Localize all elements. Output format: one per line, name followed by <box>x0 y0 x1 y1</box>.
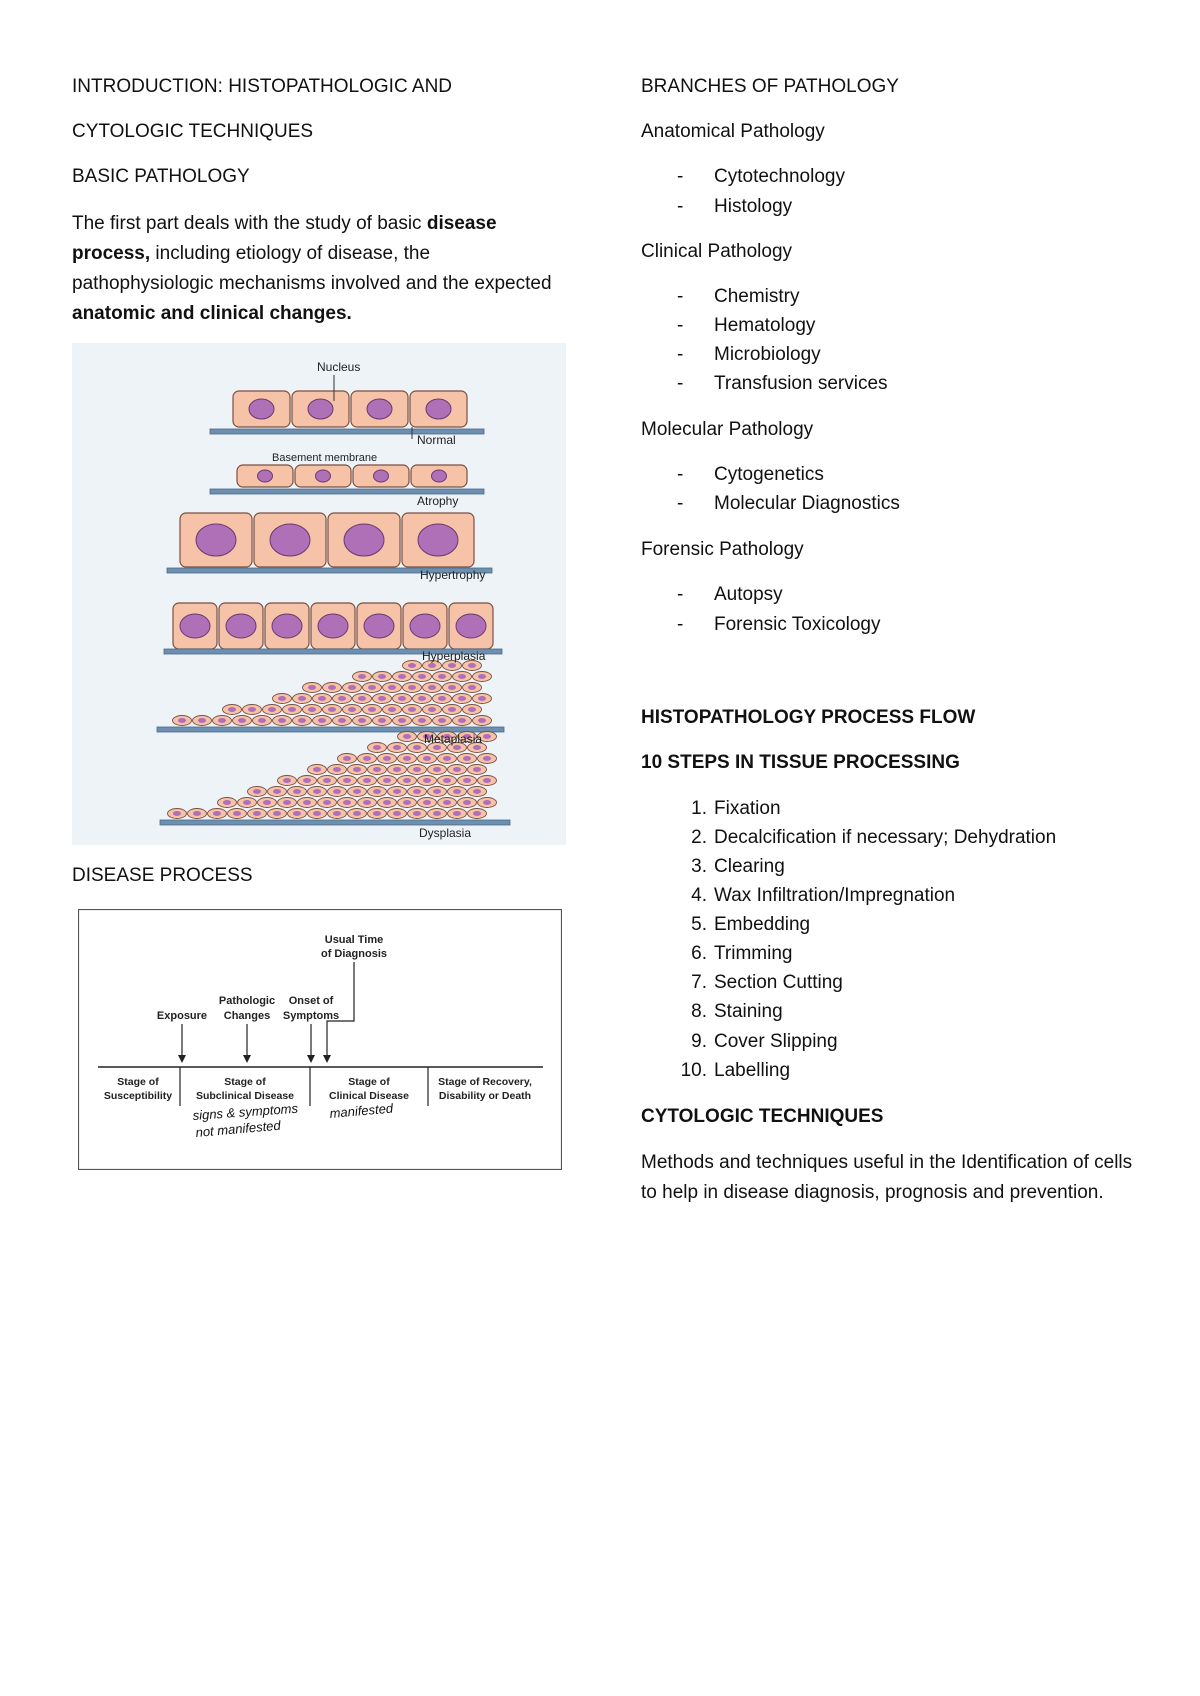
nucleus <box>368 707 376 712</box>
nucleus <box>418 718 426 723</box>
nucleus <box>423 756 431 761</box>
nucleus <box>433 811 441 816</box>
process-flow-heading: HISTOPATHOLOGY PROCESS FLOW <box>641 707 976 728</box>
intro-text-2: including etiology of disease, the pathophysiologic mechanisms involved and the expected <box>72 243 552 294</box>
nucleus <box>448 663 456 668</box>
nucleus <box>298 718 306 723</box>
nucleus <box>373 745 381 750</box>
nucleus <box>303 800 311 805</box>
step-text: Clearing <box>714 856 785 877</box>
nucleus <box>478 674 486 679</box>
nucleus <box>333 789 341 794</box>
bullet-dash: - <box>677 584 684 605</box>
nucleus <box>398 696 406 701</box>
nucleus <box>303 778 311 783</box>
bullet-dash: - <box>677 493 684 514</box>
nucleus <box>403 800 411 805</box>
disease-process-figure <box>78 909 562 1170</box>
nucleus <box>278 696 286 701</box>
label-metaplasia: Metaplasia <box>424 732 483 746</box>
label-normal: Normal <box>417 433 456 447</box>
cell-adaptation-figure <box>72 343 566 845</box>
nucleus <box>353 767 361 772</box>
list-item: Molecular Diagnostics <box>714 493 900 514</box>
nucleus <box>438 718 446 723</box>
step-text: Trimming <box>714 943 793 964</box>
bullet-dash: - <box>677 344 684 365</box>
nucleus <box>403 778 411 783</box>
list-item: Cytogenetics <box>714 464 824 485</box>
nucleus <box>408 707 416 712</box>
nucleus <box>308 707 316 712</box>
nucleus <box>428 663 436 668</box>
nucleus <box>358 718 366 723</box>
nucleus <box>418 674 426 679</box>
nucleus <box>343 756 351 761</box>
group-molecular: Molecular Pathology <box>641 419 814 440</box>
nucleus <box>428 707 436 712</box>
step-number: 1. <box>691 798 707 819</box>
nucleus <box>218 718 226 723</box>
step-text: Fixation <box>714 798 781 819</box>
nucleus <box>383 756 391 761</box>
nucleus <box>228 707 236 712</box>
stage-clinical-2: Clinical Disease <box>329 1090 409 1102</box>
nucleus <box>478 696 486 701</box>
branches-heading: BRANCHES OF PATHOLOGY <box>641 76 899 97</box>
nucleus <box>373 789 381 794</box>
usual-time-label: Usual Time <box>324 934 384 946</box>
nucleus <box>298 696 306 701</box>
nucleus <box>373 811 381 816</box>
nucleus <box>293 789 301 794</box>
nucleus <box>353 811 361 816</box>
group-anatomical: Anatomical Pathology <box>641 121 825 142</box>
nucleus <box>213 811 221 816</box>
step-number: 5. <box>691 914 707 935</box>
label-hypertrophy: Hypertrophy <box>420 568 486 582</box>
nucleus <box>413 811 421 816</box>
nucleus <box>278 718 286 723</box>
nucleus <box>374 470 389 482</box>
label-nucleus: Nucleus <box>317 360 361 374</box>
nucleus <box>403 756 411 761</box>
nucleus <box>378 718 386 723</box>
stage-susceptibility: Stage of <box>117 1076 159 1088</box>
nucleus <box>413 767 421 772</box>
step-text: Wax Infiltration/Impregnation <box>714 885 956 906</box>
step-number: 9. <box>691 1031 707 1052</box>
bullet-dash: - <box>677 166 684 187</box>
nucleus <box>358 696 366 701</box>
intro-bold-1: disease process, <box>72 213 497 264</box>
label-hyperplasia: Hyperplasia <box>422 649 486 663</box>
nucleus <box>178 718 186 723</box>
nucleus <box>463 778 471 783</box>
step-number: 6. <box>691 943 707 964</box>
bullet-dash: - <box>677 614 684 635</box>
list-item: Autopsy <box>714 584 783 605</box>
doc-title-line-1: INTRODUCTION: HISTOPATHOLOGIC AND <box>72 76 453 97</box>
nucleus <box>473 767 481 772</box>
step-number: 4. <box>691 885 707 906</box>
handwritten-note-1: signs & symptoms <box>192 1100 299 1123</box>
label-basement-membrane: Basement membrane <box>272 452 378 464</box>
list-item: Transfusion services <box>714 373 888 394</box>
nucleus <box>318 718 326 723</box>
nucleus <box>343 778 351 783</box>
group-forensic: Forensic Pathology <box>641 539 804 560</box>
nucleus <box>458 718 466 723</box>
nucleus <box>313 811 321 816</box>
nucleus <box>448 707 456 712</box>
step-number: 2. <box>691 827 707 848</box>
nucleus <box>403 734 411 739</box>
nucleus <box>263 800 271 805</box>
cytologic-heading: CYTOLOGIC TECHNIQUES <box>641 1106 884 1127</box>
nucleus <box>338 718 346 723</box>
step-number: 8. <box>691 1001 707 1022</box>
nucleus <box>328 685 336 690</box>
nucleus <box>463 800 471 805</box>
nucleus <box>344 524 384 556</box>
list-item: Hematology <box>714 315 816 336</box>
nucleus <box>343 800 351 805</box>
list-item: Histology <box>714 196 793 217</box>
cytologic-paragraph: Methods and techniques useful in the Identification of cells to help in disease diagnosis, prognosis and prevention. <box>641 1152 1133 1203</box>
nucleus <box>408 663 416 668</box>
nucleus <box>223 800 231 805</box>
nucleus <box>368 685 376 690</box>
nucleus <box>248 707 256 712</box>
nucleus <box>473 789 481 794</box>
step-number: 3. <box>691 856 707 877</box>
nucleus <box>443 778 451 783</box>
nucleus <box>483 778 491 783</box>
label-atrophy: Atrophy <box>417 494 459 508</box>
nucleus <box>483 734 491 739</box>
nucleus <box>378 696 386 701</box>
stage-recovery-2: Disability or Death <box>438 1090 532 1102</box>
nucleus <box>426 399 451 419</box>
nucleus <box>308 685 316 690</box>
nucleus <box>226 614 256 638</box>
basic-pathology-heading: BASIC PATHOLOGY <box>72 166 250 187</box>
step-text: Cover Slipping <box>714 1031 838 1052</box>
nucleus <box>456 614 486 638</box>
nucleus <box>333 811 341 816</box>
nucleus <box>423 778 431 783</box>
onset-of-symptoms-label-2: Symptoms <box>282 1010 340 1022</box>
nucleus <box>318 696 326 701</box>
nucleus <box>393 789 401 794</box>
step-text: Labelling <box>714 1060 791 1081</box>
nucleus <box>443 756 451 761</box>
nucleus <box>258 718 266 723</box>
nucleus <box>418 696 426 701</box>
nucleus <box>448 685 456 690</box>
stage-subclinical: Stage of <box>224 1076 266 1088</box>
nucleus <box>478 718 486 723</box>
nucleus <box>413 789 421 794</box>
nucleus <box>316 470 331 482</box>
nucleus <box>358 674 366 679</box>
nucleus <box>468 685 476 690</box>
step-text: Section Cutting <box>714 972 843 993</box>
nucleus <box>433 767 441 772</box>
nucleus <box>410 614 440 638</box>
nucleus <box>438 696 446 701</box>
nucleus <box>313 789 321 794</box>
nucleus <box>393 811 401 816</box>
step-text: Embedding <box>714 914 811 935</box>
stage-clinical: Stage of <box>348 1076 390 1088</box>
bullet-dash: - <box>677 315 684 336</box>
step-number: 10. <box>680 1060 707 1081</box>
nucleus <box>398 674 406 679</box>
nucleus <box>473 811 481 816</box>
nucleus <box>438 674 446 679</box>
nucleus <box>268 707 276 712</box>
nucleus <box>288 707 296 712</box>
nucleus <box>463 756 471 761</box>
usual-time-label-2: of Diagnosis <box>320 948 388 960</box>
nucleus <box>393 745 401 750</box>
nucleus <box>348 707 356 712</box>
handwritten-note-2: not manifested <box>194 1117 282 1140</box>
nucleus <box>363 756 371 761</box>
nucleus <box>367 399 392 419</box>
nucleus <box>418 524 458 556</box>
exposure-label: Exposure <box>156 1010 208 1022</box>
nucleus <box>483 800 491 805</box>
nucleus <box>408 685 416 690</box>
nucleus <box>233 811 241 816</box>
nucleus <box>453 767 461 772</box>
nucleus <box>193 811 201 816</box>
doc-title-line-2: CYTOLOGIC TECHNIQUES <box>72 121 314 142</box>
nucleus <box>283 800 291 805</box>
nucleus <box>423 800 431 805</box>
nucleus <box>313 767 321 772</box>
intro-text-1: The first part deals with the study of basic <box>72 213 427 234</box>
nucleus <box>453 789 461 794</box>
nucleus <box>328 707 336 712</box>
nucleus <box>383 778 391 783</box>
intro-bold-2: anatomic and clinical changes. <box>72 303 352 324</box>
nucleus <box>378 674 386 679</box>
nucleus <box>258 470 273 482</box>
bullet-dash: - <box>677 373 684 394</box>
pathologic-changes-label-2: Changes <box>223 1010 271 1022</box>
nucleus <box>428 685 436 690</box>
nucleus <box>432 470 447 482</box>
bullet-dash: - <box>677 196 684 217</box>
nucleus <box>253 811 261 816</box>
group-clinical: Clinical Pathology <box>641 241 793 262</box>
step-number: 7. <box>691 972 707 993</box>
nucleus <box>173 811 181 816</box>
basement-membrane <box>160 820 510 825</box>
handwritten-note-3: manifested <box>328 1100 394 1121</box>
step-text: Staining <box>714 1001 783 1022</box>
nucleus <box>333 767 341 772</box>
onset-of-symptoms-label: Onset of <box>288 995 334 1007</box>
bullet-dash: - <box>677 286 684 307</box>
bullet-dash: - <box>677 464 684 485</box>
nucleus <box>323 778 331 783</box>
nucleus <box>483 756 491 761</box>
nucleus <box>243 800 251 805</box>
step-text: Decalcification if necessary; Dehydration <box>714 827 1057 848</box>
disease-process-heading: DISEASE PROCESS <box>72 865 253 886</box>
nucleus <box>348 685 356 690</box>
list-item: Forensic Toxicology <box>714 614 881 635</box>
nucleus <box>468 707 476 712</box>
nucleus <box>238 718 246 723</box>
nucleus <box>318 614 348 638</box>
nucleus <box>373 767 381 772</box>
nucleus <box>196 524 236 556</box>
steps-heading: 10 STEPS IN TISSUE PROCESSING <box>641 752 960 773</box>
nucleus <box>249 399 274 419</box>
intro-paragraph <box>72 209 572 329</box>
nucleus <box>353 789 361 794</box>
nucleus <box>458 674 466 679</box>
pathologic-changes-label: Pathologic <box>218 995 276 1007</box>
nucleus <box>323 800 331 805</box>
nucleus <box>443 800 451 805</box>
nucleus <box>308 399 333 419</box>
stage-susceptibility-2: Susceptibility <box>103 1090 173 1102</box>
nucleus <box>180 614 210 638</box>
nucleus <box>453 811 461 816</box>
nucleus <box>198 718 206 723</box>
nucleus <box>270 524 310 556</box>
nucleus <box>413 745 421 750</box>
nucleus <box>383 800 391 805</box>
nucleus <box>388 685 396 690</box>
nucleus <box>363 800 371 805</box>
nucleus <box>273 789 281 794</box>
nucleus <box>338 696 346 701</box>
nucleus <box>253 789 261 794</box>
nucleus <box>364 614 394 638</box>
nucleus <box>283 778 291 783</box>
nucleus <box>393 767 401 772</box>
nucleus <box>433 789 441 794</box>
stage-subclinical-2: Subclinical Disease <box>195 1090 295 1102</box>
label-dysplasia: Dysplasia <box>419 826 472 840</box>
nucleus <box>468 663 476 668</box>
nucleus <box>388 707 396 712</box>
list-item: Microbiology <box>714 344 821 365</box>
nucleus <box>273 811 281 816</box>
list-item: Cytotechnology <box>714 166 845 187</box>
stage-recovery: Stage of Recovery, <box>438 1076 532 1088</box>
nucleus <box>398 718 406 723</box>
nucleus <box>363 778 371 783</box>
list-item: Chemistry <box>714 286 800 307</box>
nucleus <box>293 811 301 816</box>
nucleus <box>458 696 466 701</box>
nucleus <box>272 614 302 638</box>
